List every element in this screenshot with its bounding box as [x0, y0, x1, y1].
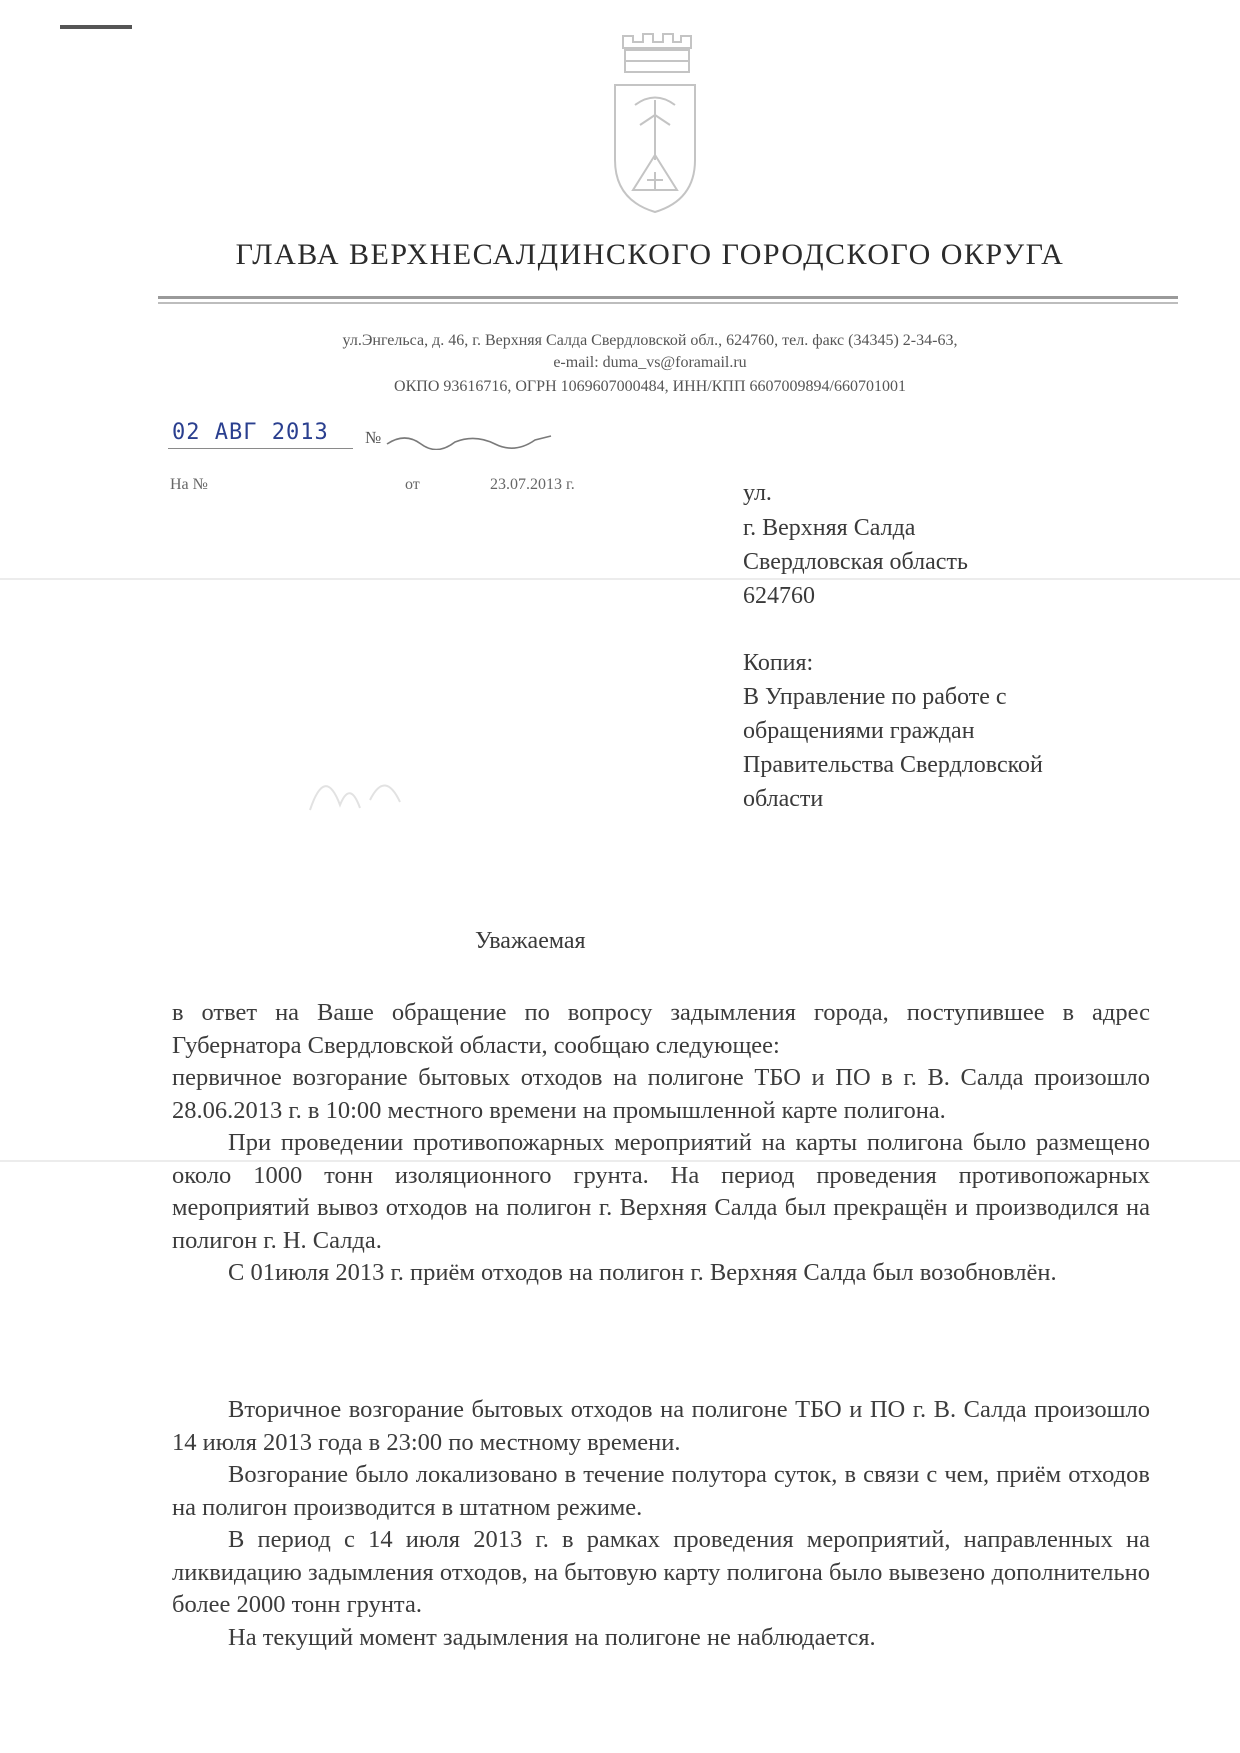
copy-label: Копия:: [743, 650, 814, 676]
recipient-street: ул.: [743, 480, 772, 506]
reference-number-label: На №: [170, 476, 208, 493]
faint-signature-mark: [300, 760, 440, 820]
handwritten-number-scribble: [385, 430, 555, 450]
salutation: Уважаемая: [475, 928, 586, 954]
body-paragraph: С 01июля 2013 г. приём отходов на полигон г. Верхняя Салда был возобновлён.: [228, 1259, 1057, 1286]
body-paragraph: При проведении противопожарных мероприятий на карты полигона было размещено около 1000 тонн изоляционного грунта. На период проведения противопожарных мероприятий вывоз отходов на полигон г. Верхняя Салда был прекращён и производился на полигон г. Н. Салда.: [172, 1129, 1150, 1254]
body-paragraph: в ответ на Ваше обращение по вопросу задымления города, поступившее в адрес Губернатора Свердловской области, сообщаю следующее:: [172, 999, 1150, 1059]
copy-recipient-line: области: [743, 786, 824, 812]
recipient-region: Свердловская область: [743, 549, 968, 575]
registration-stamp-date: 02 АВГ 2013: [172, 420, 329, 445]
letter-body: [172, 997, 1150, 1290]
body-paragraph: В период с 14 июля 2013 г. в рамках проведения мероприятий, направленных на ликвидацию задымления отходов, на бытовую карту полигона было вывезено дополнительно более 2000 тонн грунта.: [172, 1526, 1150, 1618]
coat-of-arms-icon: [605, 30, 705, 215]
page-title: ГЛАВА ВЕРХНЕСАЛДИНСКОГО ГОРОДСКОГО ОКРУГА: [235, 238, 1065, 271]
reference-date: 23.07.2013 г.: [490, 476, 575, 493]
sender-codes: ОКПО 93616716, ОГРН 1069607000484, ИНН/КПП 6607009894/660701001: [394, 378, 906, 395]
copy-recipient-line: обращениями граждан: [743, 718, 975, 744]
header-divider: [158, 302, 1178, 304]
body-paragraph: На текущий момент задымления на полигоне не наблюдается.: [228, 1623, 876, 1651]
header-divider: [158, 296, 1178, 299]
copy-recipient-line: В Управление по работе с: [743, 684, 1007, 710]
outgoing-number-label: №: [365, 428, 382, 447]
sender-email: e-mail: duma_vs@foramail.ru: [553, 354, 747, 371]
stamp-underline: [168, 448, 353, 449]
letter-body: [172, 1394, 1150, 1654]
corner-mark: [60, 25, 132, 29]
recipient-city: г. Верхняя Салда: [743, 515, 916, 541]
sender-address: ул.Энгельса, д. 46, г. Верхняя Салда Свердловской обл., 624760, тел. факс (34345) 2-34-63,: [342, 332, 958, 349]
body-paragraph: Вторичное возгорание бытовых отходов на полигоне ТБО и ПО г. В. Салда произошло 14 июля 2013 года в 23:00 по местному времени.: [172, 1396, 1150, 1456]
reference-from-label: от: [405, 476, 420, 493]
paper-fold-line: [0, 578, 1240, 580]
recipient-postcode: 624760: [743, 583, 815, 609]
copy-recipient-line: Правительства Свердловской: [743, 752, 1043, 778]
body-paragraph: Возгорание было локализовано в течение полутора суток, в связи с чем, приём отходов на полигон производится в штатном режиме.: [172, 1461, 1150, 1521]
body-paragraph: первичное возгорание бытовых отходов на полигоне ТБО и ПО в г. В. Салда произошло 28.06.2013 г. в 10:00 местного времени на промышленной карте полигона.: [172, 1064, 1150, 1124]
